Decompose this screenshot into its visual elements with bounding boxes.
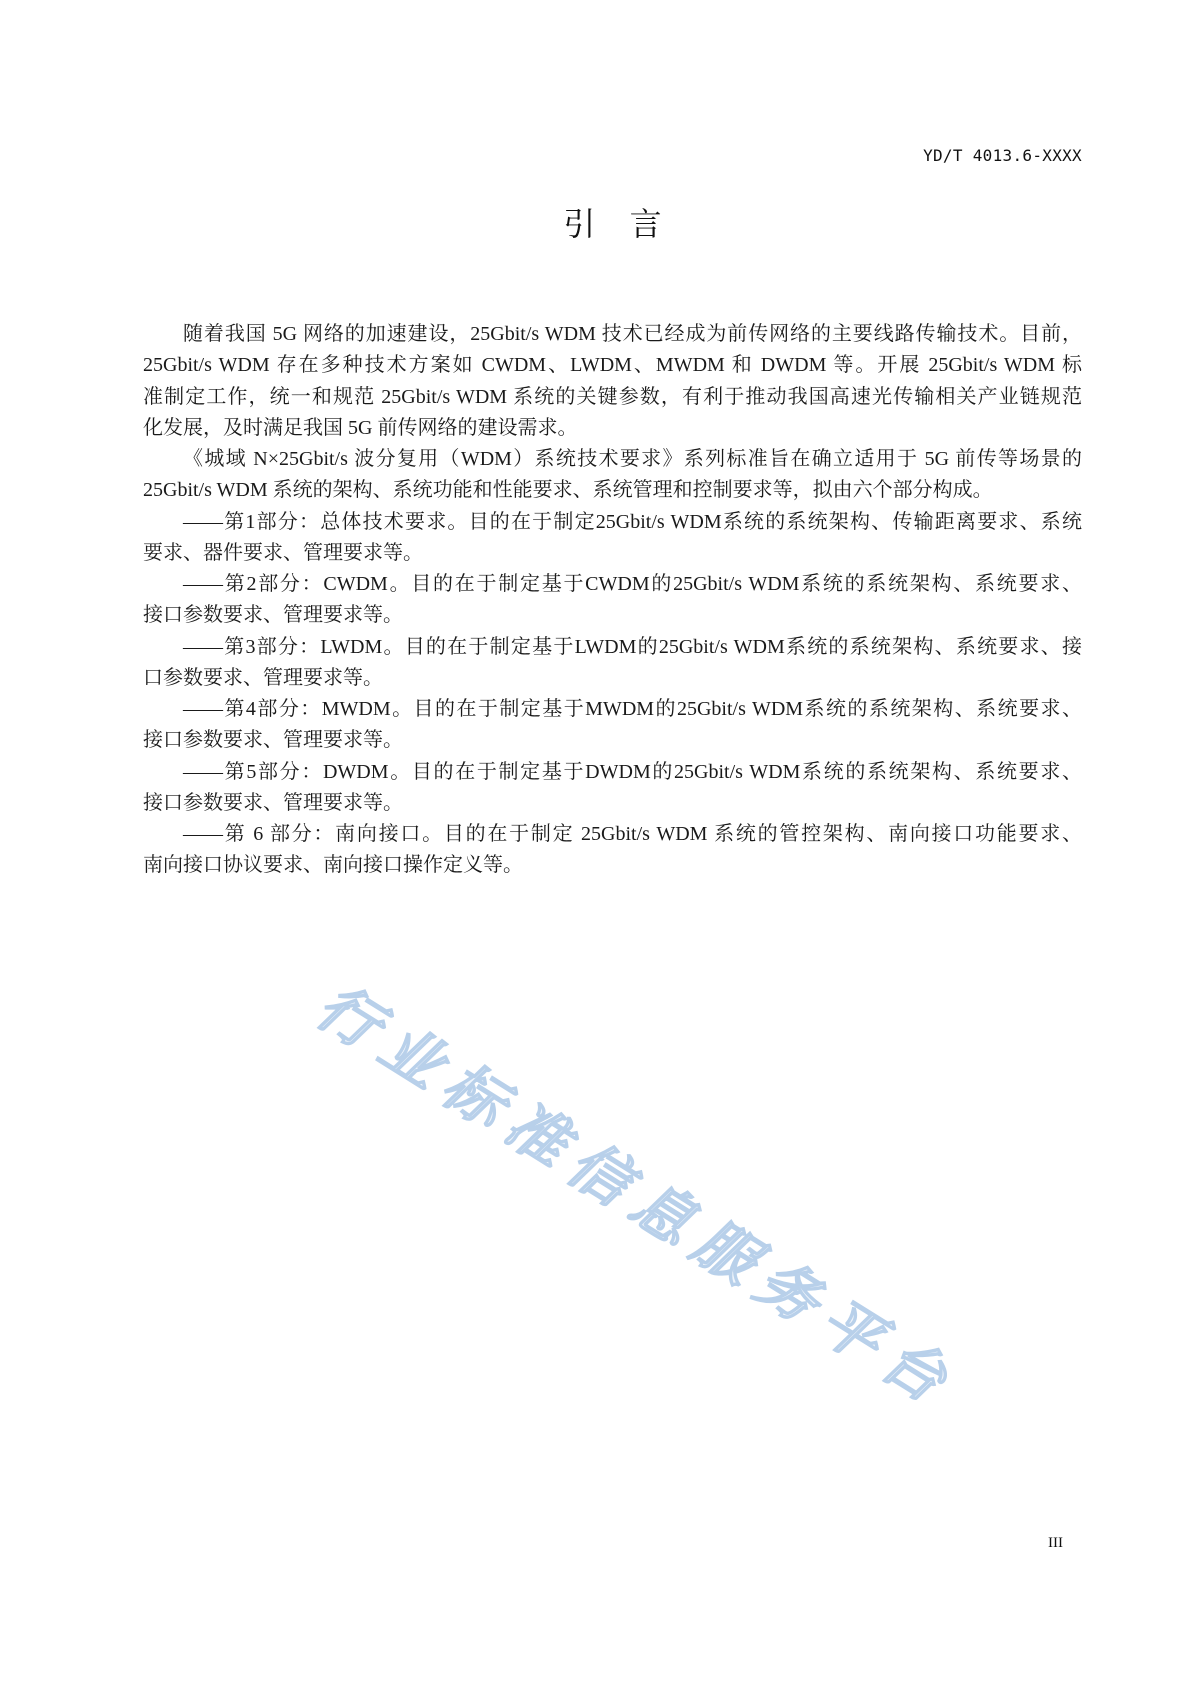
- text-line: ——第1部分：总体技术要求。目的在于制定25Gbit/s WDM系统的系统架构、传输距离要求、系统: [183, 510, 1082, 533]
- body-text: [143, 319, 1082, 882]
- text-line: 接口参数要求、管理要求等。: [143, 791, 403, 814]
- text-line: 接口参数要求、管理要求等。: [143, 604, 403, 627]
- text-line: 《城域 N×25Gbit/s 波分复用（WDM）系统技术要求》系列标准旨在确立适用于 5G 前传等场景的: [183, 448, 1082, 470]
- list-item-part-4: [143, 694, 1082, 757]
- text-line: 口参数要求、管理要求等。: [143, 666, 383, 689]
- text-line: 要求、器件要求、管理要求等。: [143, 541, 423, 564]
- text-line: 准制定工作，统一和规范 25Gbit/s WDM 系统的关键参数，有利于推动我国高速光传输相关产业链规范: [143, 385, 1082, 408]
- page-title: 引 言: [563, 205, 674, 243]
- text-line: ——第2部分：CWDM。目的在于制定基于CWDM的25Gbit/s WDM系统的系统架构、系统要求、: [183, 573, 1082, 595]
- text-line: 25Gbit/s WDM 系统的架构、系统功能和性能要求、系统管理和控制要求等，拟由六个部分构成。: [143, 479, 993, 502]
- list-item-part-1: [143, 507, 1082, 570]
- text-line: ——第3部分：LWDM。目的在于制定基于LWDM的25Gbit/s WDM系统的系统架构、系统要求、接: [183, 635, 1082, 658]
- list-item-part-5: [143, 757, 1082, 820]
- list-item-part-3: [143, 632, 1082, 695]
- paragraph-series: [143, 444, 1082, 507]
- standard-number: YD/T 4013.6-XXXX: [923, 146, 1082, 165]
- text-line: 25Gbit/s WDM 存在多种技术方案如 CWDM、LWDM、MWDM 和 DWDM 等。开展 25Gbit/s WDM 标: [143, 354, 1082, 377]
- list-item-part-2: [143, 569, 1082, 632]
- page-number: III: [1048, 1535, 1063, 1551]
- text-line: 接口参数要求、管理要求等。: [143, 729, 403, 752]
- list-item-part-6: [143, 819, 1082, 882]
- paragraph-intro: [143, 319, 1082, 444]
- text-line: ——第 6 部分：南向接口。目的在于制定 25Gbit/s WDM 系统的管控架构、南向接口功能要求、: [183, 823, 1082, 845]
- text-line: 化发展，及时满足我国 5G 前传网络的建设需求。: [143, 416, 578, 439]
- text-line: 随着我国 5G 网络的加速建设，25Gbit/s WDM 技术已经成为前传网络的主要线路传输技术。目前，: [183, 323, 1082, 345]
- text-line: ——第4部分：MWDM。目的在于制定基于MWDM的25Gbit/s WDM系统的系统架构、系统要求、: [183, 698, 1082, 720]
- watermark: 行业标准信息服务平台: [304, 971, 970, 1423]
- text-line: 南向接口协议要求、南向接口操作定义等。: [143, 854, 523, 877]
- text-line: ——第5部分：DWDM。目的在于制定基于DWDM的25Gbit/s WDM系统的系统架构、系统要求、: [183, 760, 1082, 783]
